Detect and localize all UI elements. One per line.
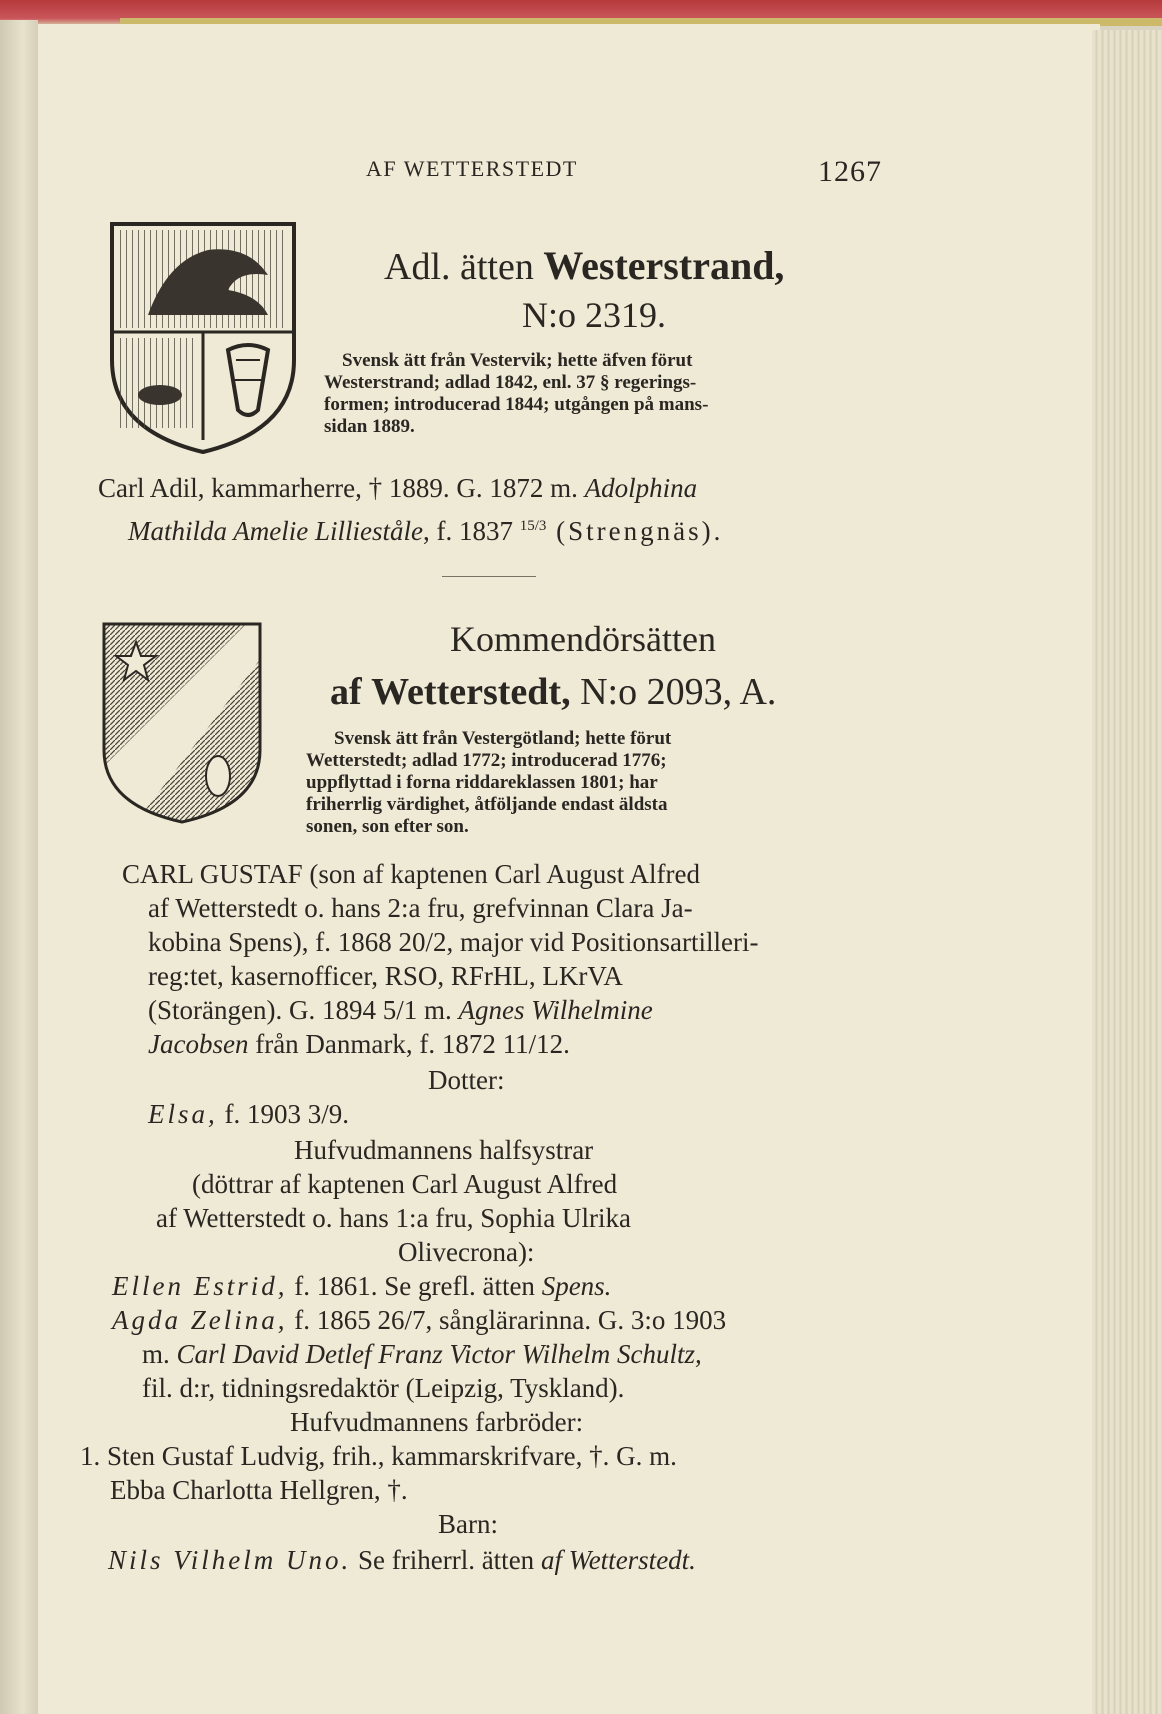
westerstrand-coat-of-arms	[108, 220, 298, 456]
barn-entry	[108, 1544, 696, 1577]
sister-2-text: f. 1865 26/7, sånglärarinna. G. 3:o 1903	[287, 1305, 727, 1335]
entry1-title-name: Westerstrand,	[543, 243, 785, 288]
halfsisters-sub-2: af Wetterstedt o. hans 1:a fru, Sophia Ulrika	[156, 1203, 631, 1233]
entry1-desc-line-4: sidan 1889.	[324, 416, 415, 437]
entry1-born: , f. 1837	[422, 516, 520, 546]
running-title: AF WETTERSTEDT	[366, 156, 578, 181]
entry2-desc-line-5: sonen, son efter son.	[306, 816, 469, 837]
entry1-title-prefix: Adl. ätten	[384, 246, 534, 288]
uncle-1-line-2: Ebba Charlotta Hellgren, †.	[110, 1475, 408, 1505]
entry1-spouse-name: Mathilda Amelie Lillieståle	[128, 516, 423, 546]
halfsisters-sub-1: (döttrar af kaptenen Carl August Alfred	[192, 1169, 618, 1199]
page-edges	[1092, 30, 1162, 1714]
dotter-entry	[148, 1098, 349, 1131]
entry1-line-2	[128, 510, 723, 548]
entry1-spouse-first: Adolphina	[584, 473, 698, 503]
dotter-born: f. 1903 3/9.	[217, 1099, 350, 1129]
dotter-name: Elsa,	[148, 1099, 218, 1129]
sister-2-line-2	[142, 1338, 702, 1371]
halfsisters-heading: Hufvudmannens halfsystrar	[294, 1135, 594, 1165]
sister-2-spouse: Carl David Detlef Franz Victor Wilhelm Schultz,	[176, 1339, 702, 1369]
entry2-title-line-2	[330, 670, 776, 714]
entry2-body-line-3: kobina Spens), f. 1868 20/2, major vid Positionsartilleri-	[148, 927, 759, 957]
entry2-desc-line-2: Wetterstedt; adlad 1772; introducerad 1776;	[306, 750, 667, 771]
barn-text: Se friherrl. ätten	[351, 1545, 541, 1575]
barn-ref: af Wetterstedt.	[540, 1545, 696, 1575]
entry2-body-line-4: reg:tet, kasernofficer, RSO, RFrHL, LKrVA	[148, 961, 623, 991]
entry2-title-name: Wetterstedt,	[371, 671, 571, 713]
entry1-title	[384, 242, 784, 289]
barn-heading: Barn:	[438, 1509, 498, 1539]
sister-1-ref: Spens.	[541, 1271, 612, 1301]
entry2-body-line-6	[148, 1028, 570, 1061]
entry1-desc-line-1: Svensk ätt från Vestervik; hette äfven förut	[342, 350, 693, 371]
sister-1-name: Ellen Estrid,	[112, 1271, 288, 1301]
entry2-title-prefix: af	[330, 671, 362, 713]
entry2-body-line-2: af Wetterstedt o. hans 2:a fru, grefvinnan Clara Ja-	[148, 893, 693, 923]
sister-2-line-3: fil. d:r, tidningsredaktör (Leipzig, Tyskland).	[142, 1373, 625, 1403]
entry2-body-line-1: CARL GUSTAF (son af kaptenen Carl August Alfred	[122, 859, 701, 889]
book-gutter	[0, 20, 38, 1714]
wetterstedt-coat-of-arms	[100, 620, 264, 826]
entry2-marriage: (Storängen). G. 1894 5/1 m.	[148, 995, 459, 1025]
entry1-line-1	[98, 472, 697, 505]
sister-2-name: Agda Zelina,	[112, 1305, 288, 1335]
dotter-heading: Dotter:	[428, 1065, 505, 1095]
halfsisters-sub-3: Olivecrona):	[398, 1237, 535, 1267]
sister-2-m: m.	[142, 1339, 177, 1369]
sister-1-text: f. 1861. Se grefl. ätten	[287, 1271, 542, 1301]
entry1-place: (Strengnäs).	[546, 516, 724, 546]
barn-name: Nils Vilhelm Uno.	[108, 1545, 352, 1575]
section-divider	[442, 576, 536, 577]
entry1-line-1-text: Carl Adil, kammarherre, † 1889. G. 1872 m.	[98, 473, 585, 503]
entry1-desc-line-3: formen; introducerad 1844; utgången på mans-	[324, 394, 709, 415]
uncle-1-line-1: 1. Sten Gustaf Ludvig, frih., kammarskrifvare, †. G. m.	[80, 1441, 677, 1471]
entry2-title-line-1: Kommendörsätten	[450, 619, 716, 659]
entry2-desc-line-1: Svensk ätt från Vestergötland; hette förut	[334, 728, 672, 749]
sister-1	[112, 1270, 611, 1303]
entry2-desc-line-4: friherrlig värdighet, åtföljande endast äldsta	[306, 794, 668, 815]
entry2-title-number: N:o 2093, A.	[580, 671, 777, 713]
book-top-edge	[0, 0, 1162, 26]
entry2-wife-surname: Jacobsen	[148, 1029, 249, 1059]
entry1-born-date: 15/3	[519, 518, 547, 534]
entry1-number: N:o 2319.	[522, 295, 666, 335]
entry2-wife-name: Agnes Wilhelmine	[458, 995, 653, 1025]
entry2-body-line-5	[148, 994, 653, 1027]
entry2-desc-line-3: uppflyttad i forna riddareklassen 1801; har	[306, 772, 658, 793]
uncles-heading: Hufvudmannens farbröder:	[290, 1407, 584, 1437]
entry2-wife-origin: från Danmark, f. 1872 11/12.	[248, 1029, 570, 1059]
page-number: 1267	[818, 155, 882, 188]
entry1-desc-line-2: Westerstrand; adlad 1842, enl. 37 § regerings-	[324, 372, 697, 393]
sister-2	[112, 1304, 726, 1337]
